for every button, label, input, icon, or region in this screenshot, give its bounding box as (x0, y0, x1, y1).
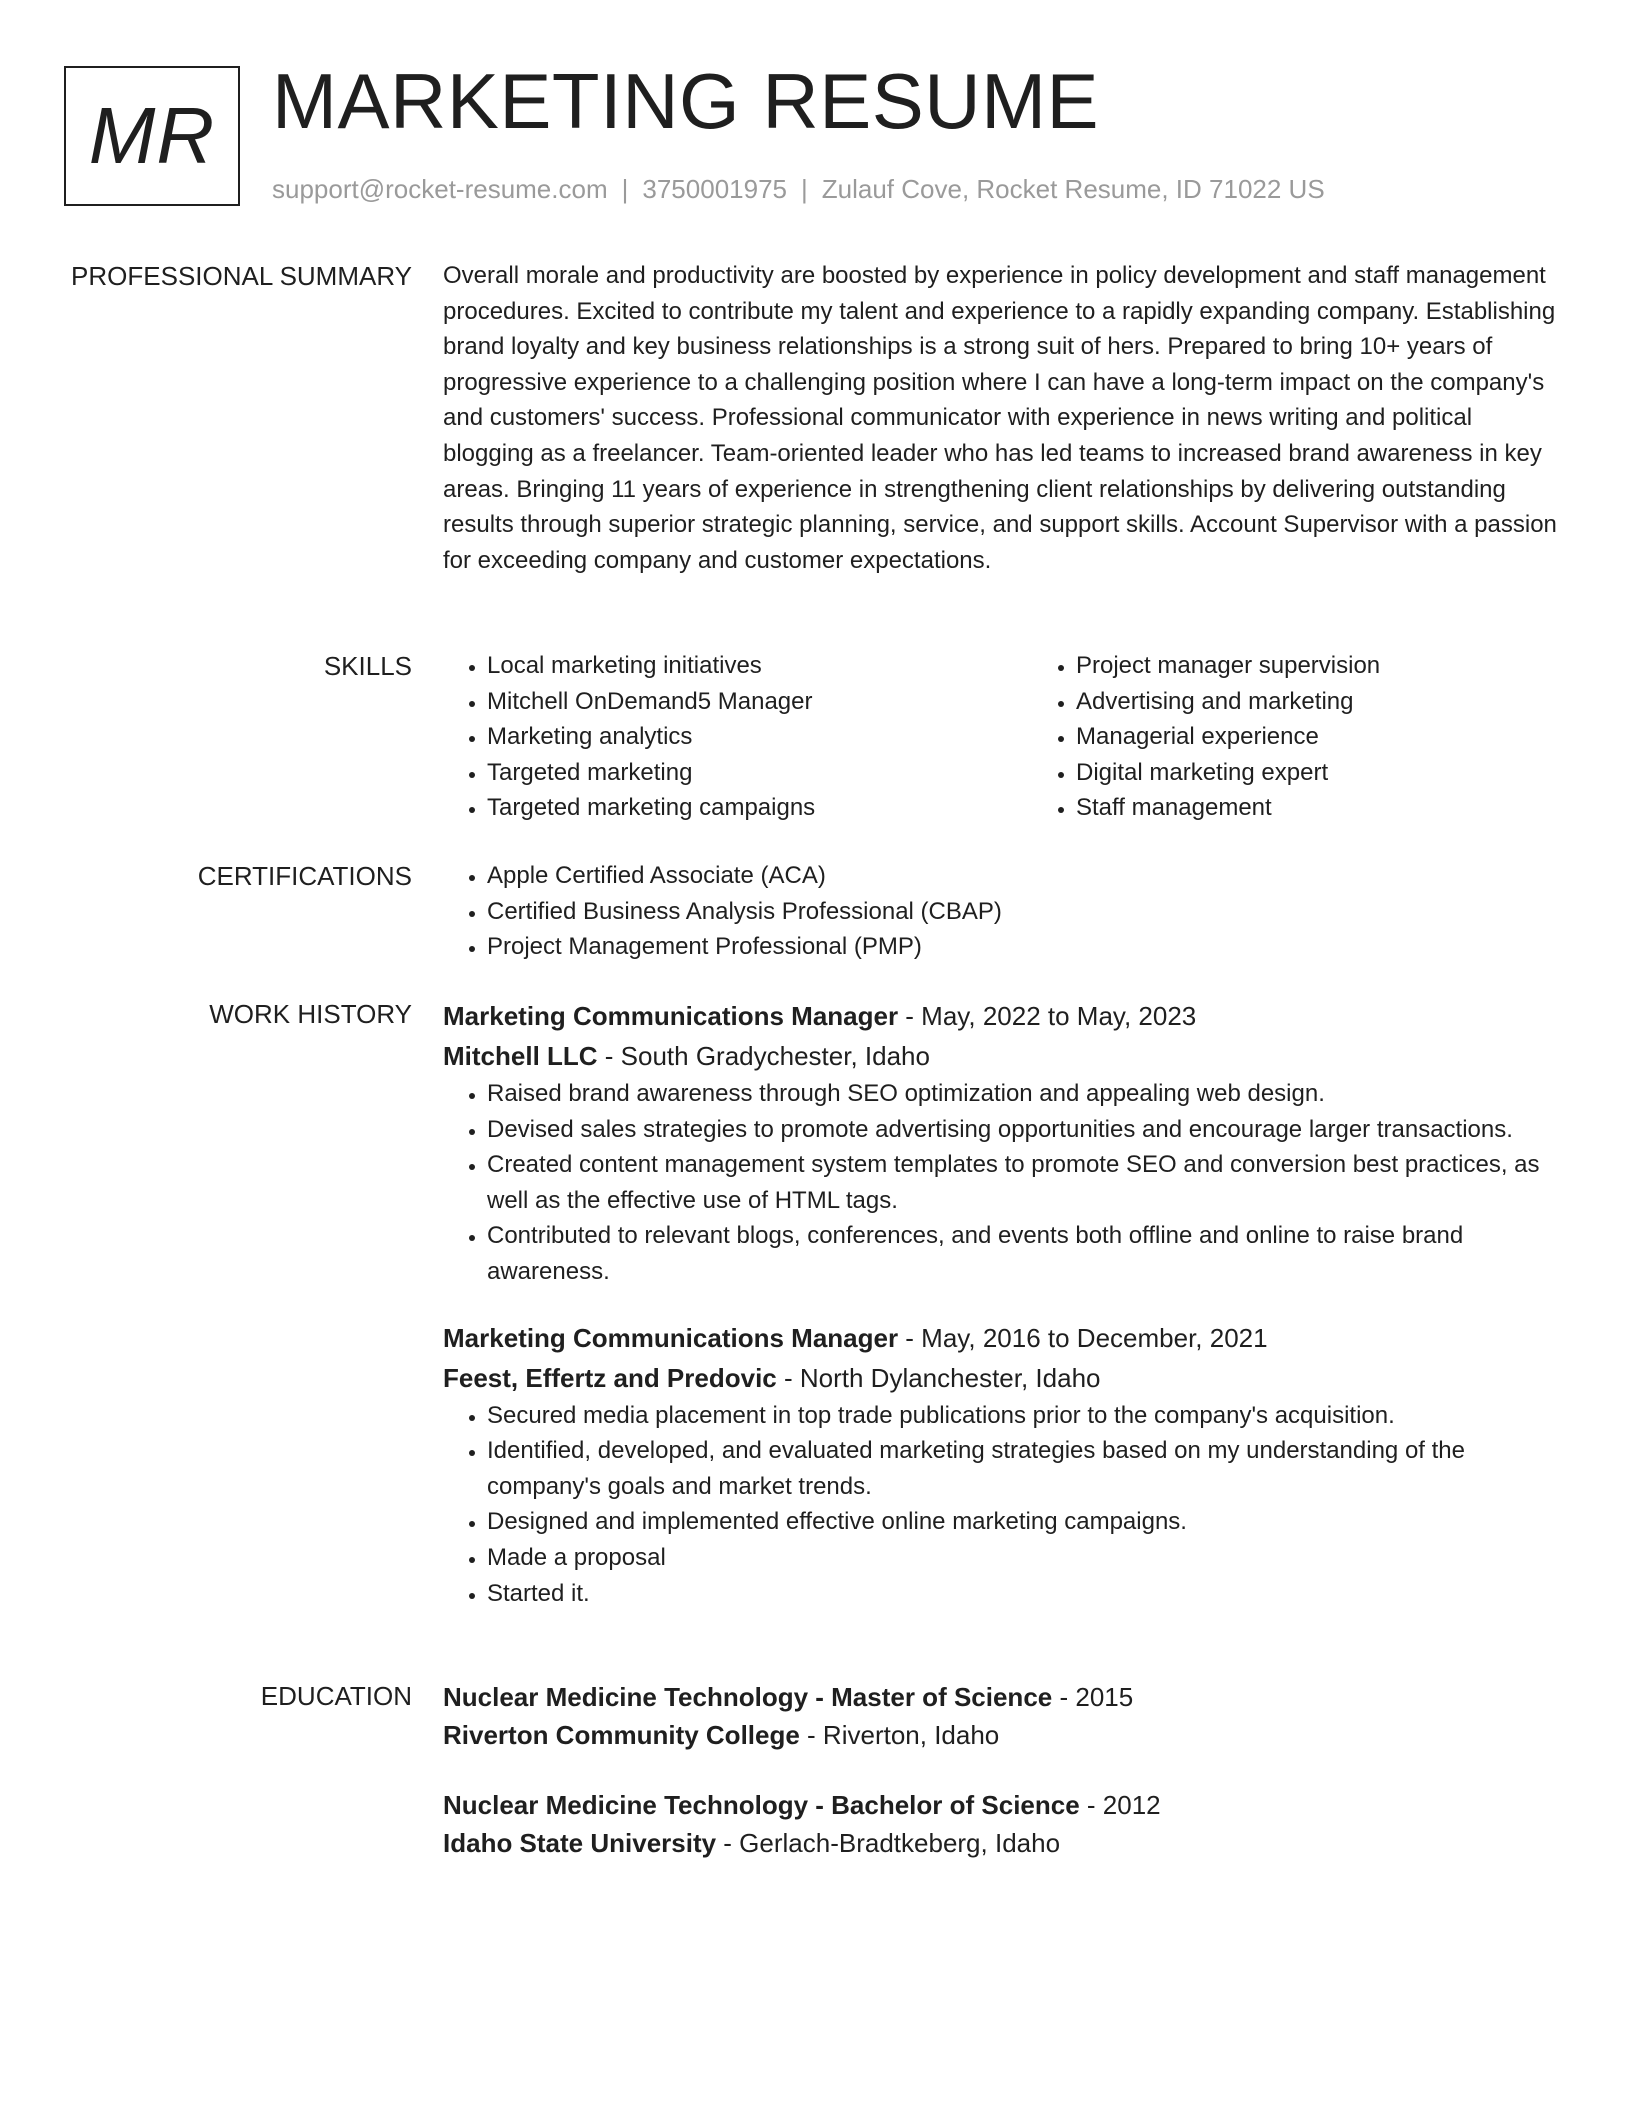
monogram-box (64, 66, 240, 206)
skills-list-right (1032, 648, 1621, 826)
skill-item: • Local marketing initiatives (487, 648, 1032, 684)
education-school: Idaho State University (443, 1828, 717, 1858)
education-location: - Riverton, Idaho (799, 1720, 1000, 1750)
skill-item: • Advertising and marketing (1076, 684, 1621, 720)
education-location: - Gerlach-Bradtkeberg, Idaho (716, 1828, 1061, 1858)
job-bullet: • Contributed to relevant blogs, conferences, and events both offline and online to raise brand awareness. (487, 1218, 1563, 1289)
section-heading-skills: SKILLS (323, 651, 412, 681)
job-bullets (443, 1076, 1563, 1290)
job-company-line (443, 1358, 1563, 1398)
job-title-line (443, 996, 1563, 1036)
job-bullet: • Identified, developed, and evaluated marketing strategies based on my understanding of the company's goals and market trends. (487, 1433, 1563, 1504)
work-history-body (443, 996, 1563, 1611)
contact-line (272, 172, 1325, 206)
education-school-line (443, 1716, 1563, 1754)
job-bullet: • Devised sales strategies to promote advertising opportunities and encourage larger transactions. (487, 1112, 1563, 1148)
contact-phone: 3750001975 (642, 174, 787, 204)
job-dates: - May, 2022 to May, 2023 (898, 1001, 1197, 1031)
skill-item: • Targeted marketing (487, 755, 1032, 791)
skill-item: • Managerial experience (1076, 719, 1621, 755)
summary-body (443, 258, 1563, 578)
job-title-line (443, 1318, 1563, 1358)
job-location: - South Gradychester, Idaho (597, 1041, 930, 1071)
skill-item: • Marketing analytics (487, 719, 1032, 755)
monogram-initials: MR (88, 91, 216, 180)
job-bullet: • Designed and implemented effective online marketing campaigns. (487, 1504, 1563, 1540)
job-bullet: • Started it. (487, 1576, 1563, 1612)
education-year: - 2012 (1079, 1790, 1161, 1820)
certification-item: • Apple Certified Associate (ACA) (487, 858, 1563, 894)
job-title: Marketing Communications Manager (443, 1001, 899, 1031)
job-bullet: • Created content management system templates to promote SEO and conversion best practices, as well as the effective use of HTML tags. (487, 1147, 1563, 1218)
job-company: Mitchell LLC (443, 1041, 598, 1071)
education-school-line (443, 1824, 1563, 1862)
education-body (443, 1678, 1563, 1862)
job-entry (443, 1318, 1563, 1612)
job-bullet: • Secured media placement in top trade publications prior to the company's acquisition. (487, 1398, 1563, 1434)
certification-item: • Certified Business Analysis Professional (CBAP) (487, 894, 1563, 930)
education-entry (443, 1786, 1563, 1862)
job-company: Feest, Effertz and Predovic (443, 1362, 777, 1393)
contact-separator: | (621, 174, 629, 204)
contact-address: Zulauf Cove, Rocket Resume, ID 71022 US (821, 174, 1325, 204)
job-bullet: • Raised brand awareness through SEO optimization and appealing web design. (487, 1076, 1563, 1112)
section-heading-work-history: WORK HISTORY (209, 999, 412, 1029)
education-degree-line (443, 1786, 1563, 1824)
education-degree: Nuclear Medicine Technology - Bachelor of Science (443, 1790, 1080, 1820)
section-heading-education: EDUCATION (260, 1681, 412, 1711)
job-entry (443, 996, 1563, 1290)
certifications-body (443, 858, 1563, 965)
skill-item: • Project manager supervision (1076, 648, 1621, 684)
section-heading-certifications: CERTIFICATIONS (197, 861, 412, 891)
job-dates: - May, 2016 to December, 2021 (898, 1322, 1268, 1353)
education-degree-line (443, 1678, 1563, 1716)
contact-email: support@rocket-resume.com (272, 174, 608, 204)
skill-item: • Staff management (1076, 790, 1621, 826)
contact-separator: | (801, 174, 808, 204)
job-bullet: • Made a proposal (487, 1540, 1563, 1576)
job-bullets (443, 1398, 1563, 1612)
education-year: - 2015 (1052, 1682, 1134, 1712)
education-school: Riverton Community College (443, 1720, 800, 1750)
skills-columns (443, 648, 1563, 826)
skills-list-left (443, 648, 1032, 826)
certification-item: • Project Management Professional (PMP) (487, 929, 1563, 965)
education-degree: Nuclear Medicine Technology - Master of Science (443, 1682, 1053, 1712)
skill-item: • Targeted marketing campaigns (487, 790, 1032, 826)
job-company-line (443, 1036, 1563, 1076)
resume-name: MARKETING RESUME (272, 57, 1100, 145)
section-heading-summary: PROFESSIONAL SUMMARY (71, 261, 412, 291)
summary-text: Overall morale and productivity are boosted by experience in policy development and staff management procedures. Excited to contribute my talent and experience to a rapidly expanding company. Establishing brand loyalty and key business relationships is a strong suit of hers. Prepared to bring 10+ years of progressive experience to a challenging position where I can have a long-term impact on the company's and customers' success. Professional communicator with experience in news writing and political blogging as a freelancer. Team-oriented leader who has led teams to increased brand awareness in key areas. Bringing 11 years of experience in strengthening client relationships by delivering outstanding results through superior strategic planning, service, and support skills. Account Supervisor with a passion for exceeding company and customer expectations. (443, 262, 1557, 574)
skill-item: • Mitchell OnDemand5 Manager (487, 684, 1032, 720)
certifications-list (443, 858, 1563, 965)
skill-item: • Digital marketing expert (1076, 755, 1621, 791)
job-title: Marketing Communications Manager (443, 1322, 899, 1353)
education-entry (443, 1678, 1563, 1754)
job-location: - North Dylanchester, Idaho (776, 1362, 1101, 1393)
